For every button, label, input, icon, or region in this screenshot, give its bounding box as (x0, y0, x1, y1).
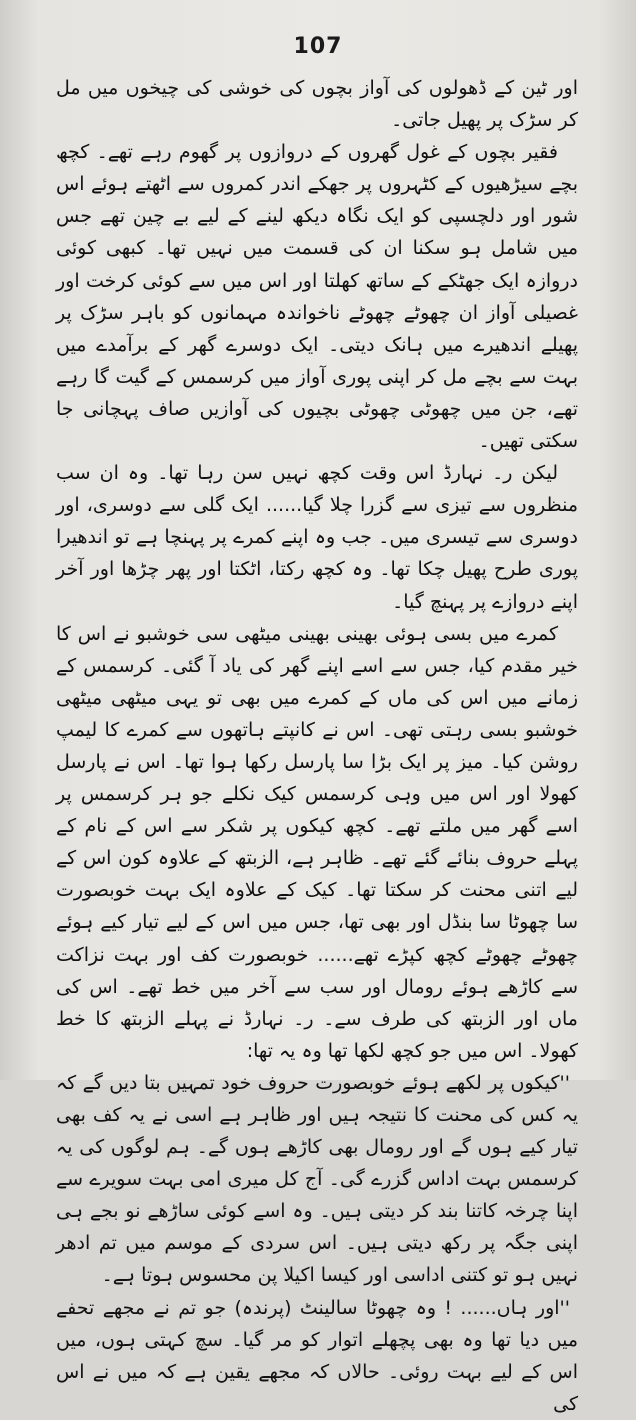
page-text (56, 72, 578, 1420)
letter-paragraph: ''کیکوں پر لکھے ہوئے خوبصورت حروف خود تمہیں بتا دیں گے کہ یہ کس کی محنت کا نتیجہ ہیں اور ظاہر ہے اسی نے یہ کف بھی تیار کیے ہوں گے اور رومال بھی کاڑھے ہوں گے۔ ہم لوگوں کی یہ کرسمس بہت اداس گزرے گی۔ آج کل میری امی بہت سویرے سے اپنا چرخہ کاتنا بند کر دیتی ہیں۔ وہ اسے کوئی ساڑھے نو بجے ہی اپنی جگہ پر رکھ دیتی ہیں۔ اس سردی کے موسم میں تم ادھر نہیں ہو تو کتنی اداسی اور کیسا اکیلا پن محسوس ہوتا ہے۔ (56, 1071, 578, 1287)
paragraph: فقیر بچوں کے غول گھروں کے دروازوں پر گھوم رہے تھے۔ کچھ بچے سیڑھیوں کے کٹہروں پر جھکے اندر کمروں سے اٹھتے ہوئے اس شور اور دلچسپی کو ایک نگاہ دیکھ لینے کے لیے بے چین تھے جس میں شامل ہو سکنا ان کی قسمت میں نہیں تھا۔ کبھی کوئی دروازہ ایک جھٹکے کے ساتھ کھلتا اور اس میں سے کوئی کرخت اور غصیلی آواز ان چھوٹے چھوٹے ناخواندہ مہمانوں کو باہر سڑک پر پھیلے اندھیرے میں ہانک دیتی۔ ایک دوسرے گھر کے برآمدے میں بہت سے بچے مل کر اپنی پوری آواز میں کرسمس کے گیت گا رہے تھے، جن میں چھوٹی چھوٹی بچیوں کی آوازیں صاف پہچانی جا سکتی تھیں۔ (56, 141, 578, 453)
paragraph: لیکن ر۔ نہارڈ اس وقت کچھ نہیں سن رہا تھا۔ وہ ان سب منظروں سے تیزی سے گزرا چلا گیا...... ایک گلی سے دوسری، اور دوسری سے تیسری میں۔ جب وہ اپنے کمرے پر پہنچا ہے تو اندھیرا پوری طرح پھیل چکا تھا۔ وہ کچھ رکتا، اٹکتا اور پھر چڑھا اور آخر اپنے دروازے پر پہنچ گیا۔ (56, 462, 578, 613)
paragraph: کمرے میں بسی ہوئی بھینی بھینی میٹھی سی خوشبو نے اس کا خیر مقدم کیا، جس سے اسے اپنے گھر کی یاد آ گئی۔ کرسمس کے زمانے میں اس کی ماں کے کمرے میں بھی تو یہی میٹھی میٹھی خوشبو بسی رہتی تھی۔ اس نے کانپتے ہاتھوں سے کمرے کا لیمپ روشن کیا۔ میز پر ایک بڑا سا پارسل رکھا ہوا تھا۔ اس نے پارسل کھولا اور اس میں وہی کرسمس کیک نکلے جو ہر کرسمس پر اسے گھر میں ملتے تھے۔ کچھ کیکوں پر شکر سے اس کے نام کے پہلے حروف بنائے گئے تھے۔ ظاہر ہے، الزبتھ کے علاوہ کون اس کے لیے اتنی محنت کر سکتا تھا۔ کیک کے علاوہ ایک بہت خوبصورت سا چھوٹا سا بنڈل اور بھی تھا، جس میں اس کے لیے تیار کیے ہوئے چھوٹے چھوٹے کچھ کپڑے تھے...... خوبصورت کف اور بہت نزاکت سے کاڑھے ہوئے رومال اور سب سے آخر میں خط تھے۔ اس کی ماں اور الزبتھ کی طرف سے۔ ر۔ نہارڈ نے پہلے الزبتھ کا خط کھولا۔ اس میں جو کچھ لکھا تھا وہ یہ تھا: (56, 622, 578, 1062)
paragraph: اور ٹین کے ڈھولوں کی آواز بچوں کی خوشی کی چیخوں میں مل کر سڑک پر پھیل جاتی۔ (56, 77, 578, 132)
page-number: 107 (293, 34, 343, 59)
letter-paragraph: ''اور ہاں...... ! وہ چھوٹا سالینٹ (پرندہ) جو تم نے مجھے تحفے میں دیا تھا وہ بھی پچھلے اتوار کو مر گیا۔ سچ کہتی ہوں، میں اس کے لیے بہت روئی۔ حالاں کہ مجھے یقین ہے کہ میں نے اس کی (56, 1296, 578, 1415)
